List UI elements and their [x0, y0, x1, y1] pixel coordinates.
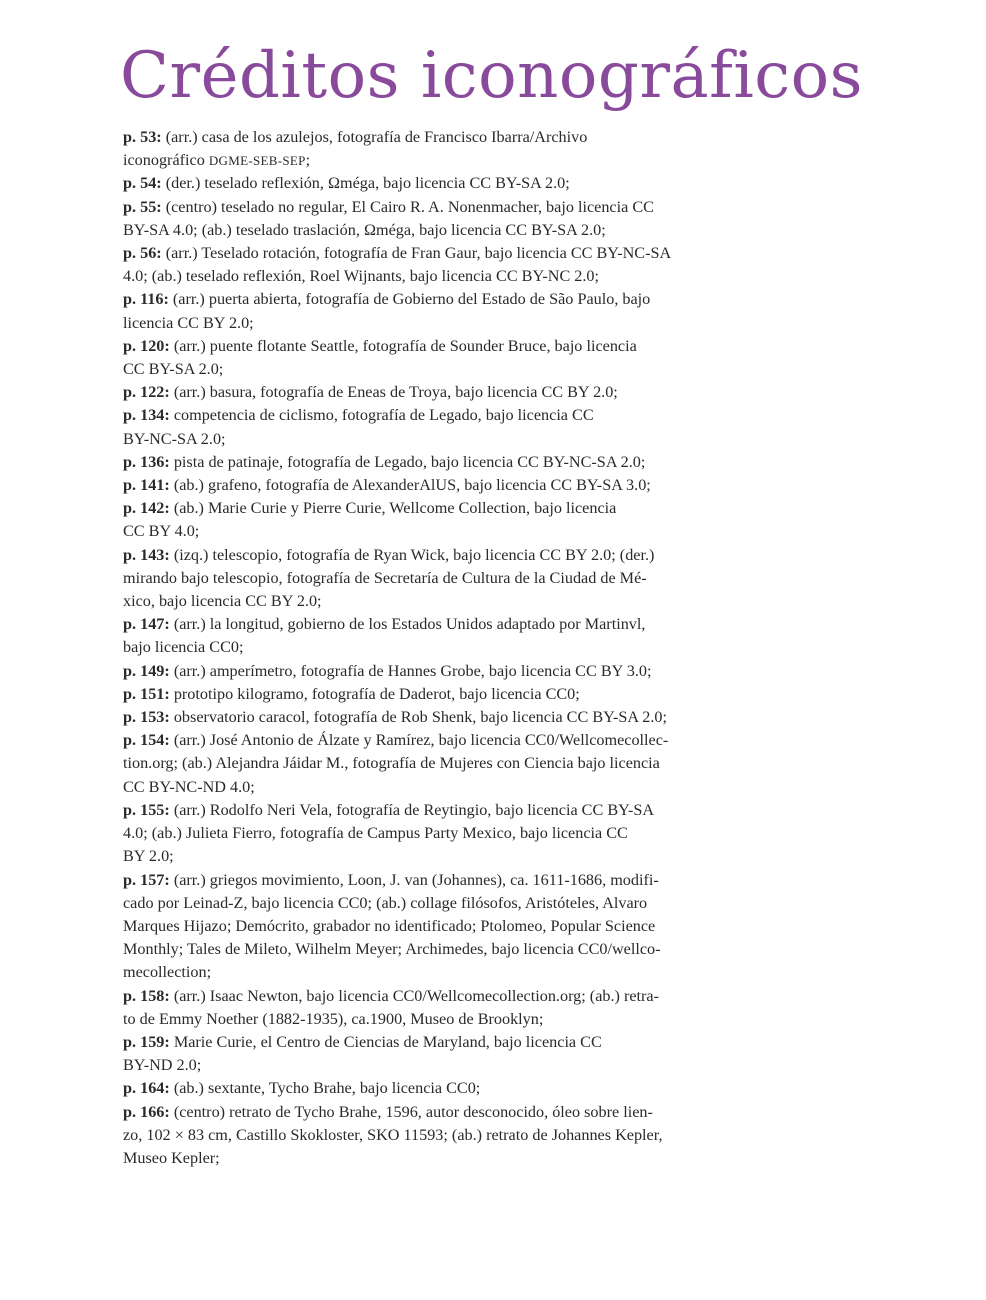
credit-entry	[123, 288, 748, 334]
credit-page-ref: p. 55:	[123, 197, 162, 216]
credit-page-ref: p. 149:	[123, 661, 170, 680]
credit-archive-code: DGME-SEB-SEP	[208, 153, 306, 169]
credit-text-line: observatorio caracol, fotografía de Rob Shenk, bajo licencia CC BY-SA 2.0;	[169, 708, 667, 727]
credit-entry	[123, 613, 748, 659]
credit-entry	[123, 172, 748, 195]
credit-entry	[123, 1031, 748, 1077]
credit-text-line: BY 2.0;	[123, 847, 174, 866]
credit-text-line: (arr.) José Antonio de Álzate y Ramírez, bajo licencia CC0/Wellcomecollec-	[169, 731, 669, 750]
credit-page-ref: p. 153:	[123, 708, 170, 727]
credit-text-tail: ;	[305, 151, 311, 170]
credit-text-line: Marie Curie, el Centro de Ciencias de Maryland, bajo licencia CC	[169, 1032, 602, 1051]
credit-page-ref: p. 157:	[123, 870, 170, 889]
credit-text-line: BY-SA 4.0; (ab.) teselado traslación, Ωméga, bajo licencia CC BY-SA 2.0;	[123, 220, 606, 239]
credits-list	[123, 126, 748, 1170]
credit-text-line: cado por Leinad-Z, bajo licencia CC0; (ab.) collage filósofos, Aristóteles, Alvaro	[123, 893, 648, 912]
credit-text-line: prototipo kilogramo, fotografía de Daderot, bajo licencia CC0;	[169, 684, 580, 703]
credit-page-ref: p. 151:	[123, 684, 170, 703]
credit-entry	[123, 126, 748, 172]
credit-entry	[123, 381, 748, 404]
credit-page-ref: p. 159:	[123, 1032, 170, 1051]
credit-text-line: 4.0; (ab.) teselado reflexión, Roel Wijnants, bajo licencia CC BY-NC 2.0;	[123, 267, 600, 286]
credit-text-line: BY-ND 2.0;	[123, 1056, 202, 1075]
credit-text-line: CC BY-SA 2.0;	[123, 360, 224, 379]
credit-text-line: competencia de ciclismo, fotografía de Legado, bajo licencia CC	[169, 406, 594, 425]
credit-text-line: (ab.) sextante, Tycho Brahe, bajo licencia CC0;	[169, 1079, 481, 1098]
credit-text-line: zo, 102 × 83 cm, Castillo Skokloster, SKO 11593; (ab.) retrato de Johannes Kepler,	[123, 1125, 663, 1144]
credit-text-line: iconográfico	[123, 151, 209, 170]
credit-page-ref: p. 143:	[123, 545, 170, 564]
credit-page-ref: p. 53:	[123, 128, 162, 146]
credit-page-ref: p. 116:	[123, 290, 169, 309]
credit-text-line: (ab.) Marie Curie y Pierre Curie, Wellcome Collection, bajo licencia	[169, 499, 617, 518]
credit-text-line: mecollection;	[123, 963, 212, 982]
credit-text-line: (der.) teselado reflexión, Ωméga, bajo licencia CC BY-SA 2.0;	[161, 174, 570, 193]
credit-text-line: (arr.) Isaac Newton, bajo licencia CC0/Wellcomecollection.org; (ab.) retra-	[169, 986, 659, 1005]
credit-page-ref: p. 154:	[123, 731, 170, 750]
credit-page-ref: p. 122:	[123, 383, 170, 402]
credit-page-ref: p. 134:	[123, 406, 170, 425]
credit-text-line: licencia CC BY 2.0;	[123, 313, 254, 332]
credit-entry	[123, 799, 748, 869]
credit-text-line: (arr.) la longitud, gobierno de los Estados Unidos adaptado por Martinvl,	[169, 615, 646, 634]
credit-text-line: (arr.) Teselado rotación, fotografía de Fran Gaur, bajo licencia CC BY-NC-SA	[161, 244, 672, 263]
credit-text-line: mirando bajo telescopio, fotografía de Secretaría de Cultura de la Ciudad de Mé-	[123, 568, 647, 587]
credit-text-line: (arr.) casa de los azulejos, fotografía de Francisco Ibarra/Archivo	[161, 128, 588, 146]
credit-page-ref: p. 141:	[123, 476, 170, 495]
credit-entry	[123, 335, 748, 381]
credit-text-line: CC BY-NC-ND 4.0;	[123, 777, 255, 796]
credit-entry	[123, 1077, 748, 1100]
credit-page-ref: p. 164:	[123, 1079, 170, 1098]
credit-page-ref: p. 54:	[123, 174, 162, 193]
credit-page-ref: p. 136:	[123, 452, 170, 471]
credit-text-line: (arr.) puente flotante Seattle, fotografía de Sounder Bruce, bajo licencia	[169, 336, 637, 355]
credit-text-line: Museo Kepler;	[123, 1148, 220, 1167]
credit-entry	[123, 706, 748, 729]
credit-entry	[123, 683, 748, 706]
credit-text-line: Marques Hijazo; Demócrito, grabador no identificado; Ptolomeo, Popular Science	[123, 916, 656, 935]
credit-entry	[123, 497, 748, 543]
credit-entry	[123, 474, 748, 497]
credit-text-line: 4.0; (ab.) Julieta Fierro, fotografía de Campus Party Mexico, bajo licencia CC	[123, 824, 628, 843]
credit-page-ref: p. 155:	[123, 800, 170, 819]
credit-text-line: pista de patinaje, fotografía de Legado, bajo licencia CC BY-NC-SA 2.0;	[169, 452, 646, 471]
credit-text-line: (arr.) puerta abierta, fotografía de Gobierno del Estado de São Paulo, bajo	[168, 290, 651, 309]
credit-page-ref: p. 56:	[123, 244, 162, 263]
credit-page-ref: p. 158:	[123, 986, 170, 1005]
credit-page-ref: p. 120:	[123, 336, 170, 355]
credit-entry	[123, 404, 748, 450]
credit-text-line: (arr.) griegos movimiento, Loon, J. van (Johannes), ca. 1611-1686, modifi-	[169, 870, 659, 889]
credit-text-line: (arr.) basura, fotografía de Eneas de Troya, bajo licencia CC BY 2.0;	[169, 383, 618, 402]
credit-entry	[123, 660, 748, 683]
credit-text-line: BY-NC-SA 2.0;	[123, 429, 226, 448]
credit-entry	[123, 1101, 748, 1171]
credit-entry	[123, 729, 748, 799]
credit-entry	[123, 544, 748, 614]
credit-text-line: tion.org; (ab.) Alejandra Jáidar M., fotografía de Mujeres con Ciencia bajo licencia	[123, 754, 660, 773]
credit-text-line: (izq.) telescopio, fotografía de Ryan Wick, bajo licencia CC BY 2.0; (der.)	[169, 545, 655, 564]
credit-text-line: Monthly; Tales de Mileto, Wilhelm Meyer; Archimedes, bajo licencia CC0/wellco-	[123, 940, 661, 959]
credit-text-line: (ab.) grafeno, fotografía de AlexanderAlUS, bajo licencia CC BY-SA 3.0;	[169, 476, 651, 495]
credits-page	[120, 36, 863, 1170]
credit-entry	[123, 196, 748, 242]
credit-text-line: bajo licencia CC0;	[123, 638, 244, 657]
credit-entry	[123, 985, 748, 1031]
credit-page-ref: p. 147:	[123, 615, 170, 634]
credit-page-ref: p. 166:	[123, 1102, 170, 1121]
credit-text-line: (centro) retrato de Tycho Brahe, 1596, autor desconocido, óleo sobre lien-	[169, 1102, 653, 1121]
page-title: Créditos iconográficos	[120, 39, 863, 113]
credit-text-line: (centro) teselado no regular, El Cairo R. A. Nonenmacher, bajo licencia CC	[161, 197, 654, 216]
credit-entry	[123, 869, 748, 985]
credit-entry	[123, 242, 748, 288]
credit-entry	[123, 451, 748, 474]
credit-text-line: (arr.) amperímetro, fotografía de Hannes Grobe, bajo licencia CC BY 3.0;	[169, 661, 652, 680]
credit-text-line: CC BY 4.0;	[123, 522, 200, 541]
credit-page-ref: p. 142:	[123, 499, 170, 518]
credit-text-line: to de Emmy Noether (1882-1935), ca.1900, Museo de Brooklyn;	[123, 1009, 544, 1028]
credit-text-line: xico, bajo licencia CC BY 2.0;	[123, 592, 322, 611]
credit-text-line: (arr.) Rodolfo Neri Vela, fotografía de Reytingio, bajo licencia CC BY-SA	[169, 800, 655, 819]
